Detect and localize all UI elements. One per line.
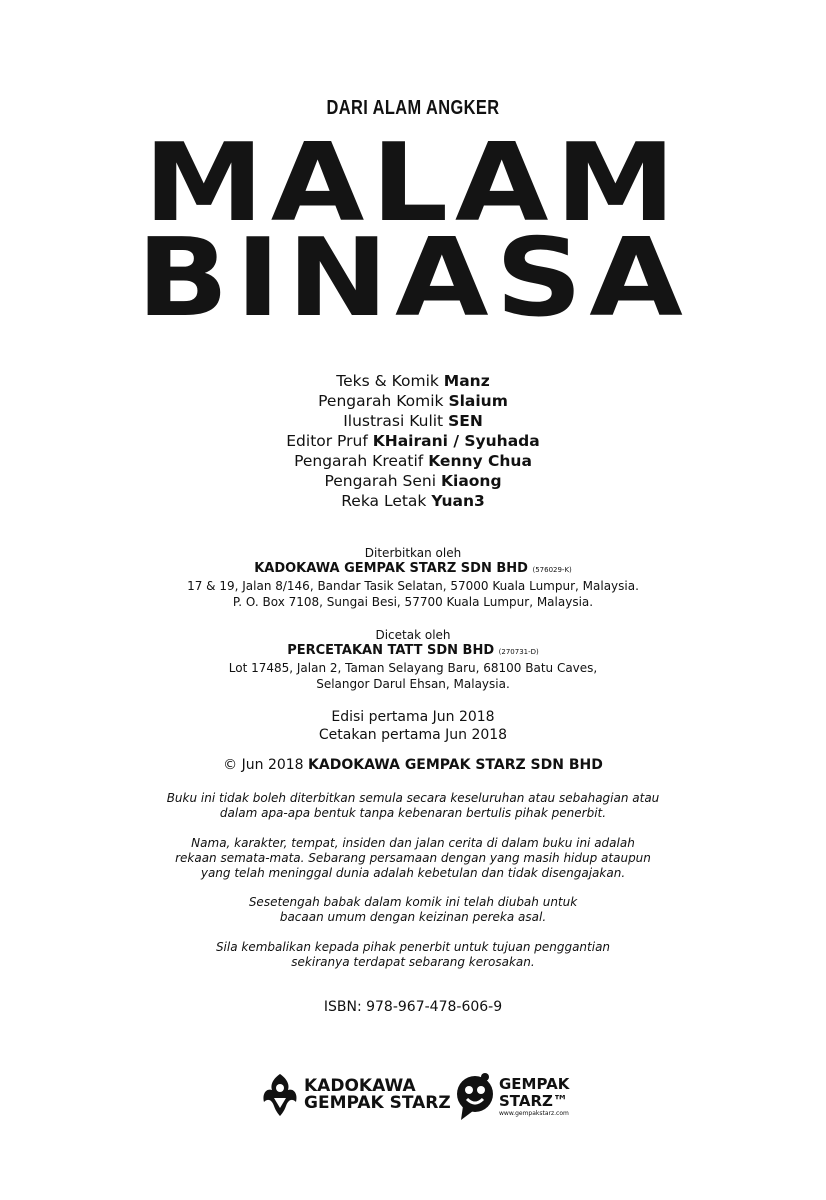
credit-line: Editor Pruf KHairani / Syuhada: [286, 432, 540, 450]
printer-name-line: PERCETAKAN TATT SDN BHD (270731-D): [287, 643, 539, 658]
printer-address-1: Lot 17485, Jalan 2, Taman Selayang Baru, 68100 Batu Caves,: [228, 661, 598, 675]
book-title-line-2: BINASA: [136, 216, 690, 341]
credit-line: Pengarah Seni Kiaong: [324, 472, 502, 490]
kadokawa-gempak-starz-logo: [260, 1072, 451, 1118]
credit-line: Teks & Komik Manz: [336, 372, 490, 390]
series-title: DARI ALAM ANGKER: [326, 97, 500, 119]
gempak-logo-text: GEMPAK STARZ™ www.gempakstarz.com: [499, 1075, 570, 1117]
printer-address-2: Selangor Darul Ehsan, Malaysia.: [316, 677, 510, 691]
notice-reproduction: Buku ini tidak boleh diterbitkan semula secara keseluruhan atau sebahagian atau dalam apa-apa bentuk tanpa kebenaran bertulis pihak penerbit.: [166, 791, 660, 820]
printing-first: Cetakan pertama Jun 2018: [318, 727, 508, 743]
edition-first: Edisi pertama Jun 2018: [331, 709, 495, 725]
publisher-label: Diterbitkan oleh: [364, 546, 462, 560]
credit-line: Pengarah Kreatif Kenny Chua: [294, 452, 532, 470]
credit-line: Pengarah Komik Slaium: [318, 392, 508, 410]
notice-edited: Sesetengah babak dalam komik ini telah diubah untuk bacaan umum dengan keizinan pereka asal.: [248, 895, 578, 924]
notice-return: Sila kembalikan kepada pihak penerbit untuk tujuan penggantian sekiranya terdapat sebarang kerosakan.: [215, 940, 611, 969]
publisher-address-1: 17 & 19, Jalan 8/146, Bandar Tasik Selatan, 57000 Kuala Lumpur, Malaysia.: [187, 579, 639, 593]
isbn: ISBN: 978-967-478-606-9: [323, 999, 503, 1015]
gempak-starz-logo: [455, 1072, 569, 1122]
notice-fiction: Nama, karakter, tempat, insiden dan jalan cerita di dalam buku ini adalah rekaan semata-mata. Sebarang persamaan dengan yang masih hidup ataupun yang telah meninggal dunia adalah kebetulan dan tidak disengajakan.: [175, 836, 651, 880]
gempak-mascot-icon: [455, 1072, 495, 1122]
printer-label: Dicetak oleh: [375, 628, 451, 642]
credit-line: Reka Letak Yuan3: [341, 492, 485, 510]
credit-line: Ilustrasi Kulit SEN: [343, 412, 483, 430]
publisher-address-2: P. O. Box 7108, Sungai Besi, 57700 Kuala Lumpur, Malaysia.: [232, 595, 594, 609]
edition-block: [0, 708, 826, 744]
publisher-name-line: KADOKAWA GEMPAK STARZ SDN BHD (576029-K): [254, 561, 572, 576]
printer-block: [0, 627, 826, 692]
copyright-line: © Jun 2018 KADOKAWA GEMPAK STARZ SDN BHD: [223, 757, 603, 773]
book-title-line-1: MALAM: [143, 121, 683, 246]
publisher-block: [0, 545, 826, 610]
credits-list: [0, 371, 826, 511]
kadokawa-logo-text: KADOKAWA GEMPAK STARZ: [304, 1076, 451, 1113]
phoenix-emblem-icon: [260, 1072, 300, 1118]
